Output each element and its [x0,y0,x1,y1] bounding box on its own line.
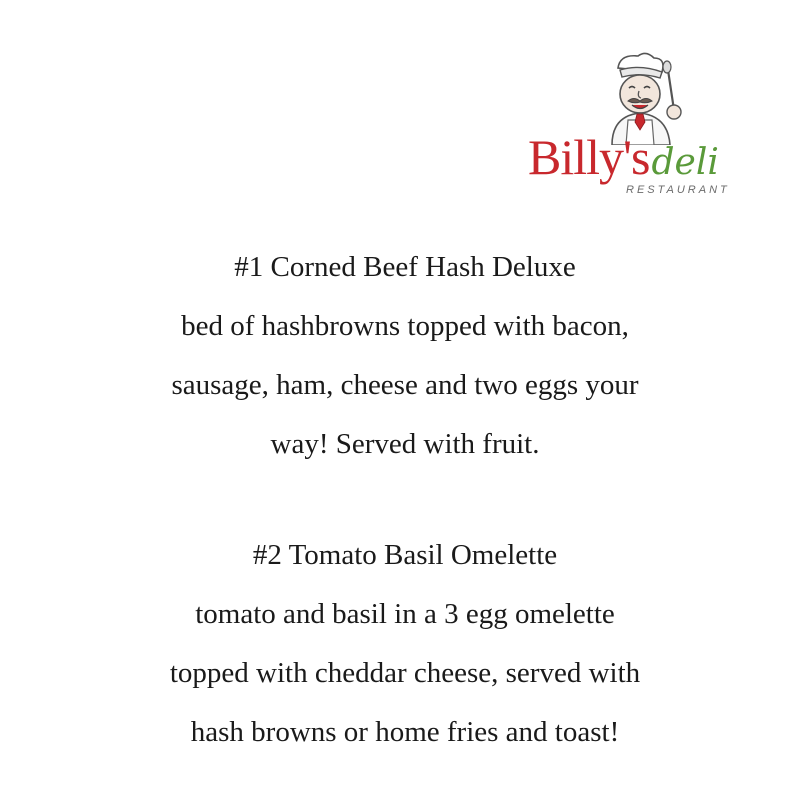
menu-item-description-line: tomato and basil in a 3 egg omelette [195,598,615,630]
menu-item-description-line: hash browns or home fries and toast! [190,716,620,748]
menu-item-description-line: way! Served with fruit. [270,428,540,460]
menu-item-description-line: bed of hashbrowns topped with bacon, [181,310,629,342]
logo-name-main: Billy's [528,129,650,185]
logo-name-accent: deli [651,142,719,183]
menu-item-description-line: sausage, ham, cheese and two eggs your [171,369,639,401]
logo-tagline: RESTAURANT [626,184,730,196]
menu-list [0,238,810,762]
menu-item-title: #1 Corned Beef Hash Deluxe [234,251,576,283]
menu-item [0,238,810,474]
billys-deli-logo [520,50,760,210]
logo-wordmark [528,129,719,185]
menu-item-description-line: topped with cheddar cheese, served with [169,657,641,689]
menu-item-title: #2 Tomato Basil Omelette [252,539,558,571]
menu-item [0,526,810,762]
